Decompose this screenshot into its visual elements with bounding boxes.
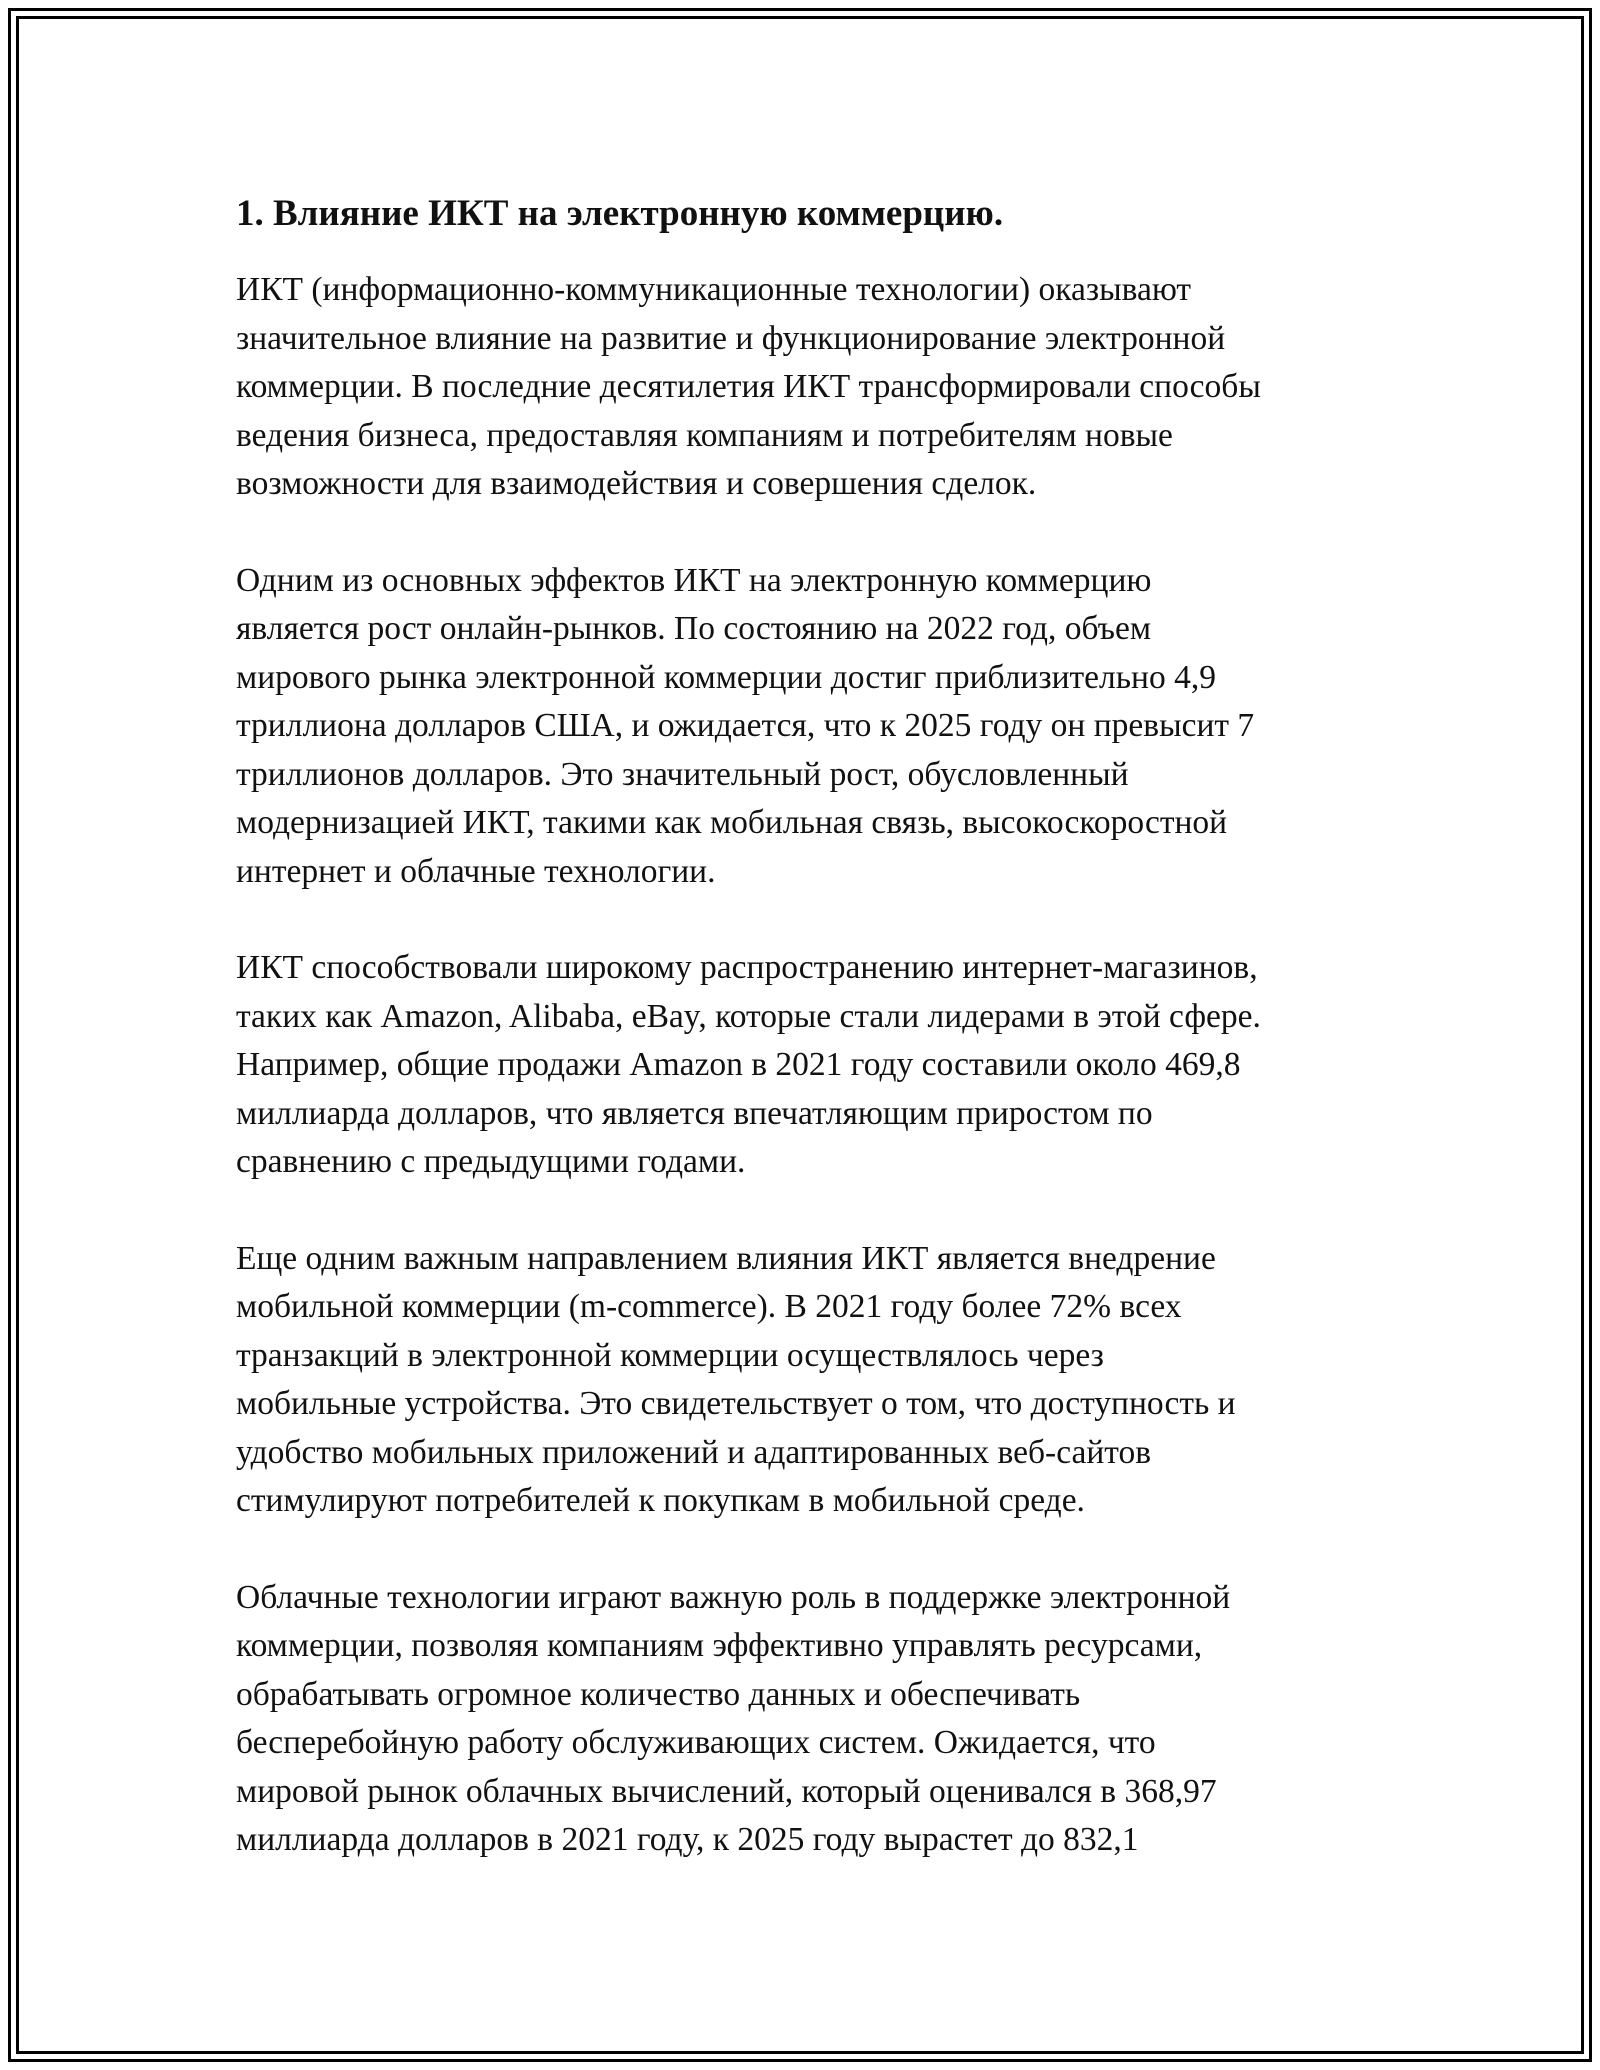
paragraph-online-markets [236, 557, 1376, 897]
text-line: миллиарда долларов, что является впечатляющим приростом по [236, 1094, 1153, 1132]
text-line: значительное влияние на развитие и функционирование электронной [236, 319, 1226, 357]
page-title: 1. Влияние ИКТ на электронную коммерцию. [236, 193, 1004, 234]
paragraph-cloud-technologies [236, 1574, 1376, 1865]
text-line: Одним из основных эффектов ИКТ на электронную коммерцию [236, 561, 1152, 599]
text-line: стимулируют потребителей к покупкам в мобильной среде. [236, 1482, 1085, 1519]
text-line: триллиона долларов США, и ожидается, что к 2025 году он превысит 7 [236, 707, 1255, 744]
text-line: мирового рынка электронной коммерции достиг приблизительно 4,9 [236, 658, 1216, 696]
text-line: мировой рынок облачных вычислений, который оценивался в 368,97 [236, 1772, 1217, 1810]
text-line: Еще одним важным направлением влияния ИКТ является внедрение [236, 1239, 1216, 1277]
paragraph-ict-overview [236, 266, 1376, 509]
text-line: таких как Amazon, Alibaba, eBay, которые стали лидерами в этой сфере. [236, 997, 1261, 1035]
text-line: бесперебойную работу обслуживающих систем. Ожидается, что [236, 1724, 1156, 1761]
text-line: транзакций в электронной коммерции осуществлялось через [236, 1336, 1104, 1374]
text-line: ИКТ способствовали широкому распространению интернет-магазинов, [236, 949, 1258, 986]
text-line: возможности для взаимодействия и совершения сделок. [236, 465, 1037, 502]
text-line: Например, общие продажи Amazon в 2021 году составили около 469,8 [236, 1046, 1241, 1083]
text-line: мобильные устройства. Это свидетельствует о том, что доступность и [236, 1385, 1236, 1422]
text-line: обрабатывать огромное количество данных и обеспечивать [236, 1675, 1081, 1713]
paragraph-online-stores [236, 944, 1376, 1187]
text-line: ведения бизнеса, предоставляя компаниям и потребителям новые [236, 416, 1173, 454]
text-line: интернет и облачные технологии. [236, 852, 716, 890]
text-line: миллиарда долларов в 2021 году, к 2025 году вырастет до 832,1 [236, 1821, 1139, 1858]
text-line: мобильной коммерции (m-commerce). В 2021 году более 72% всех [236, 1288, 1182, 1325]
text-line: модернизацией ИКТ, такими как мобильная связь, высокоскоростной [236, 804, 1228, 841]
text-line: Облачные технологии играют важную роль в поддержке электронной [236, 1578, 1231, 1616]
document-body [236, 188, 1376, 1865]
text-line: триллионов долларов. Это значительный рост, обусловленный [236, 755, 1129, 793]
text-line: является рост онлайн-рынков. По состоянию на 2022 год, объем [236, 610, 1152, 647]
text-line: ИКТ (информационно-коммуникационные технологии) оказывают [236, 271, 1192, 308]
text-line: сравнению с предыдущими годами. [236, 1143, 746, 1180]
paragraph-mobile-commerce [236, 1235, 1376, 1526]
text-line: удобство мобильных приложений и адаптированных веб-сайтов [236, 1433, 1152, 1471]
text-line: коммерции. В последние десятилетия ИКТ трансформировали способы [236, 368, 1261, 405]
text-line: коммерции, позволяя компаниям эффективно управлять ресурсами, [236, 1627, 1203, 1664]
